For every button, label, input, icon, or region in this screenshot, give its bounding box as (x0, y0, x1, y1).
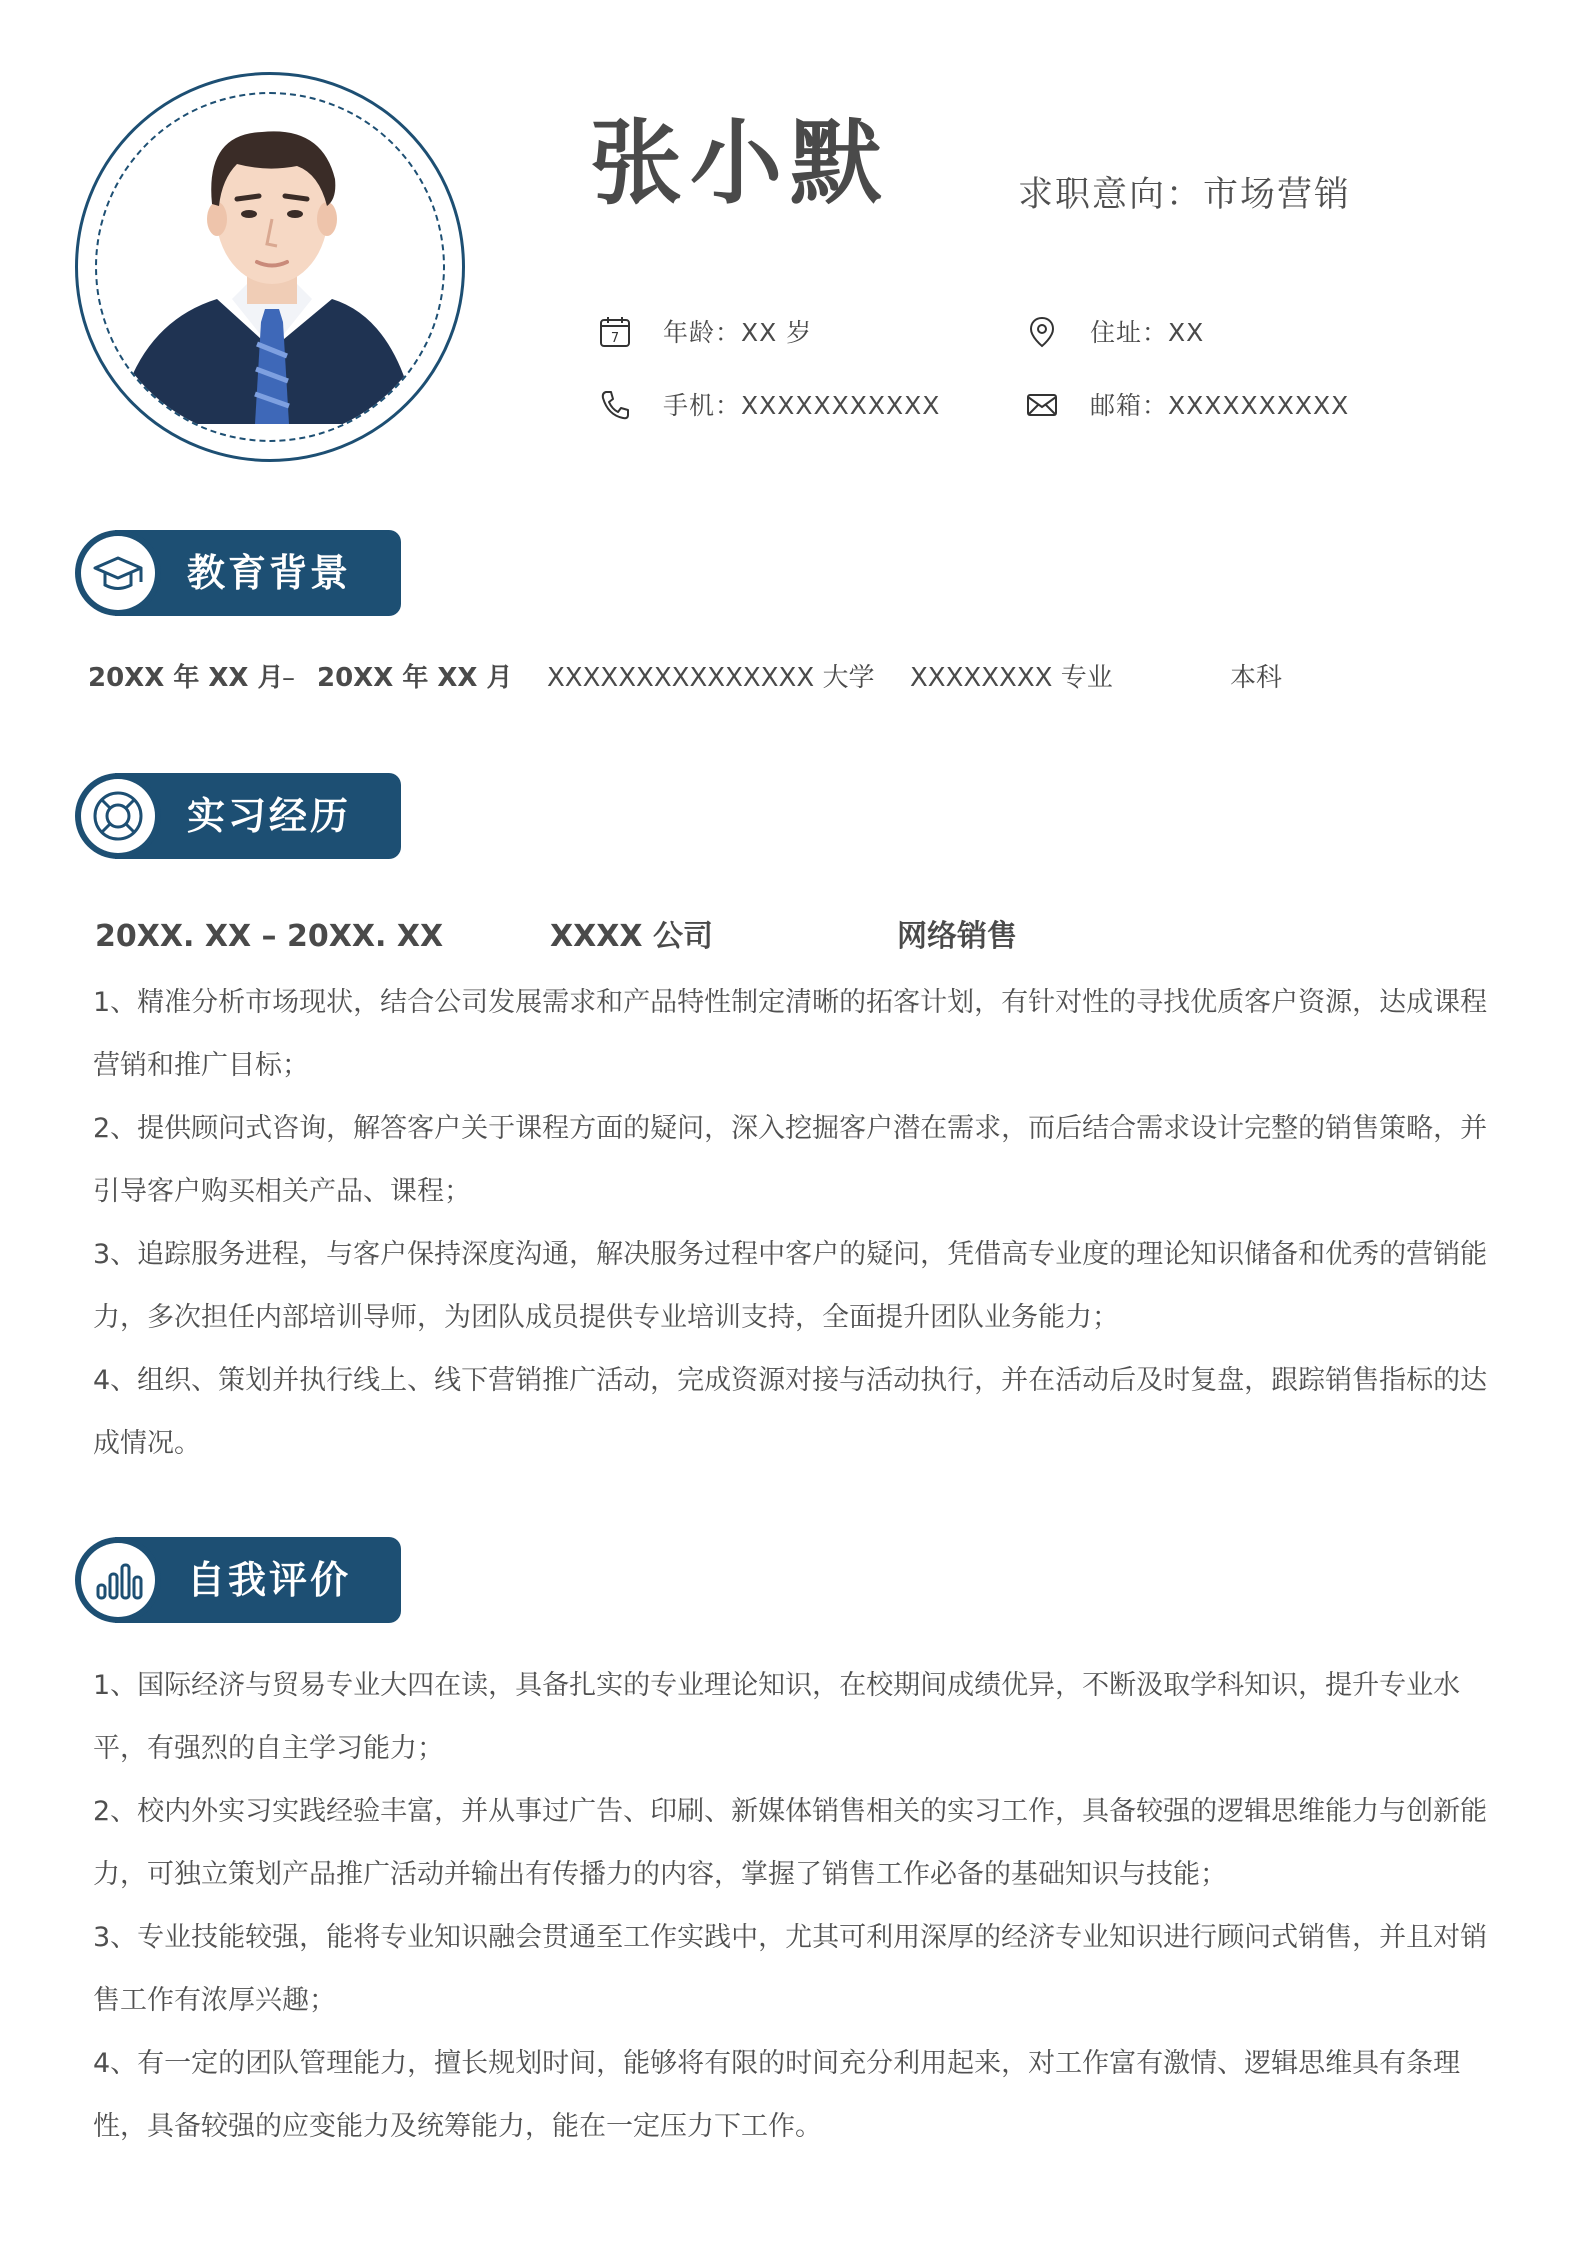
edu-period-end: 20XX 年 XX 月 (317, 663, 513, 693)
edu-period-dash: – (282, 663, 295, 693)
section-title-self-eval: 自我评价 (187, 1558, 352, 1602)
mail-icon (1025, 388, 1059, 426)
bar-chart-icon (81, 1543, 155, 1617)
email-text: 邮箱：XXXXXXXXXX (1090, 391, 1350, 420)
graduation-cap-icon (81, 536, 155, 610)
intern-company: XXXX 公司 (550, 919, 713, 954)
avatar (95, 92, 445, 442)
phone-icon (598, 388, 632, 426)
age-text: 年龄：XX 岁 (663, 318, 813, 347)
svg-text:7: 7 (610, 331, 620, 346)
edu-degree: 本科 (1230, 663, 1283, 693)
edu-major: XXXXXXXX 专业 (910, 663, 1113, 693)
section-header-education (75, 530, 401, 616)
location-pin-icon (1025, 315, 1059, 353)
intern-period: 20XX. XX – 20XX. XX (95, 919, 444, 954)
section-title-internship: 实习经历 (187, 794, 352, 838)
list-item: 3、追踪服务进程，与客户保持深度沟通，解决服务过程中客户的疑问，凭借高专业度的理论知识储备和优秀的营销能力，多次担任内部培训导师，为团队成员提供专业培训支持，全面提升团队业务能力； (93, 1239, 1488, 1333)
intern-position: 网络销售 (897, 919, 1017, 954)
job-intent: 求职意向：市场营销 (1018, 175, 1352, 215)
internship-list (93, 971, 1503, 1475)
list-item: 3、专业技能较强，能将专业知识融会贯通至工作实践中，尤其可利用深厚的经济专业知识进行顾问式销售，并且对销售工作有浓厚兴趣； (93, 1922, 1488, 2016)
list-item: 1、精准分析市场现状，结合公司发展需求和产品特性制定清晰的拓客计划，有针对性的寻找优质客户资源，达成课程营销和推广目标； (93, 987, 1488, 1081)
edu-period-start: 20XX 年 XX 月 (88, 663, 284, 693)
self-eval-list (93, 1654, 1503, 2158)
address-text: 住址：XX (1090, 318, 1205, 347)
list-item: 4、有一定的团队管理能力，擅长规划时间，能够将有限的时间充分利用起来，对工作富有激情、逻辑思维具有条理性，具备较强的应变能力及统筹能力，能在一定压力下工作。 (93, 2048, 1461, 2142)
candidate-name: 张小默 (590, 110, 891, 217)
edu-school: XXXXXXXXXXXXXXX 大学 (547, 663, 875, 693)
phone-text: 手机：XXXXXXXXXXX (663, 391, 941, 420)
calendar-icon (598, 315, 632, 353)
lifebuoy-icon (81, 779, 155, 853)
list-item: 2、校内外实习实践经验丰富，并从事过广告、印刷、新媒体销售相关的实习工作，具备较强的逻辑思维能力与创新能力，可独立策划产品推广活动并输出有传播力的内容，掌握了销售工作必备的基础知识与技能； (93, 1796, 1488, 1890)
list-item: 2、提供顾问式咨询，解答客户关于课程方面的疑问，深入挖掘客户潜在需求，而后结合需求设计完整的销售策略，并引导客户购买相关产品、课程； (93, 1113, 1488, 1207)
section-header-internship (75, 773, 401, 859)
section-title-education: 教育背景 (187, 551, 352, 595)
list-item: 1、国际经济与贸易专业大四在读，具备扎实的专业理论知识，在校期间成绩优异，不断汲取学科知识，提升专业水平，有强烈的自主学习能力； (93, 1670, 1461, 1764)
section-header-self-eval (75, 1537, 401, 1623)
list-item: 4、组织、策划并执行线上、线下营销推广活动，完成资源对接与活动执行，并在活动后及时复盘，跟踪销售指标的达成情况。 (93, 1365, 1488, 1459)
